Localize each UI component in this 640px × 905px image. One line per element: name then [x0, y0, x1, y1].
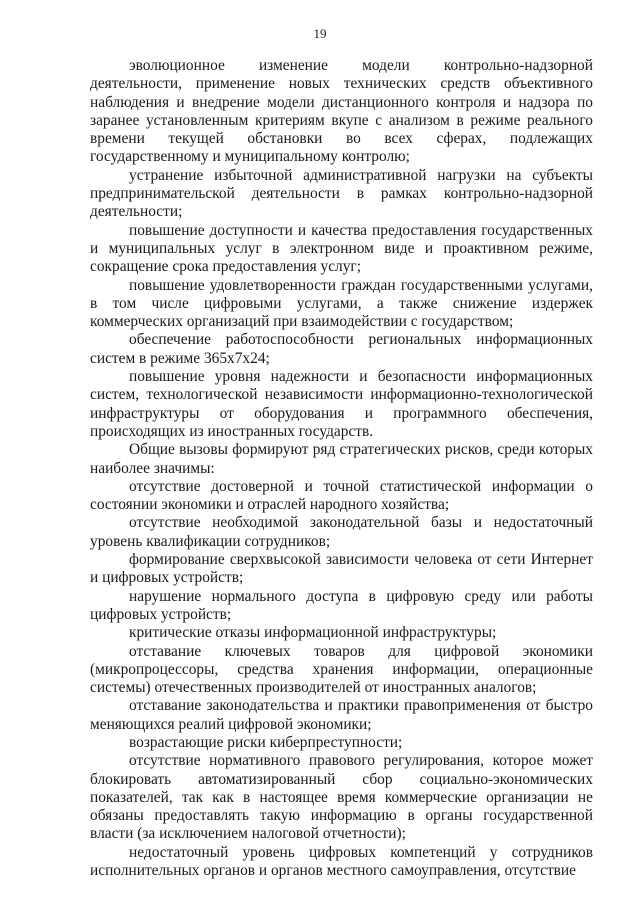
paragraph-13: отставание ключевых товаров для цифровой экономики (микропроцессоры, средства хранения информации, операционные системы) отечественных производителей от иностранных аналогов; — [90, 642, 593, 697]
paragraph-6: повышение уровня надежности и безопасности информационных систем, технологической независимости информационно-технологической инфраструктуры от оборудования и программного обеспечения, происходящих из иностранных государств. — [90, 368, 593, 440]
paragraph-3: повышение доступности и качества предоставления государственных и муниципальных услуг в электронном виде и проактивном режиме, сокращение срока предоставления услуг; — [90, 221, 593, 276]
paragraph-15: возрастающие риски киберпреступности; — [129, 733, 403, 751]
paragraph-12: критические отказы информационной инфраструктуры; — [129, 624, 497, 642]
paragraph-4: повышение удовлетворенности граждан государственными услугами, в том числе цифровыми услугами, а также снижение издержек коммерческих организаций при взаимодействии с государством; — [90, 276, 593, 331]
paragraph-8: отсутствие достоверной и точной статистической информации о состоянии экономики и отраслей народного хозяйства; — [90, 477, 593, 514]
paragraph-11: нарушение нормального доступа в цифровую среду или работы цифровых устройств; — [90, 587, 593, 623]
paragraph-17: недостаточный уровень цифровых компетенций у сотрудников исполнительных органов и органов местного самоуправления, отсутствие — [90, 843, 593, 880]
page-number: 19 — [313, 26, 327, 41]
paragraph-9: отсутствие необходимой законодательной базы и недостаточный уровень квалификации сотрудников; — [90, 514, 593, 550]
paragraph-7: Общие вызовы формируют ряд стратегических рисков, среди которых наиболее значимы: — [90, 441, 593, 477]
body-text — [90, 57, 593, 880]
paragraph-16: отсутствие нормативного правового регулирования, которое может блокировать автоматизированный сбор социально-экономических показателей, так как в настоящее время коммерческие организации не обязаны предоставлять такую информацию в органы государственной власти (за исключением налоговой отчетности); — [90, 752, 593, 843]
paragraph-2: устранение избыточной административной нагрузки на субъекты предпринимательской деятельности в рамках контрольно-надзорной деятельности; — [90, 166, 593, 221]
paragraph-5: обеспечение работоспособности региональных информационных систем в режиме 365х7х24; — [90, 331, 593, 367]
paragraph-10: формирование сверхвысокой зависимости человека от сети Интернет и цифровых устройств; — [90, 551, 593, 587]
paragraph-14: отставание законодательства и практики правоприменения от быстро меняющихся реалий цифровой экономики; — [90, 697, 593, 733]
paragraph-1: эволюционное изменение модели контрольно-надзорной деятельности, применение новых технических средств объективного наблюдения и внедрение модели дистанционного контроля и надзора по заранее установленным критериям вкупе с анализом в режиме реального времени текущей обстановки во всех сферах, подлежащих государственному и муниципальному контролю; — [90, 57, 593, 166]
